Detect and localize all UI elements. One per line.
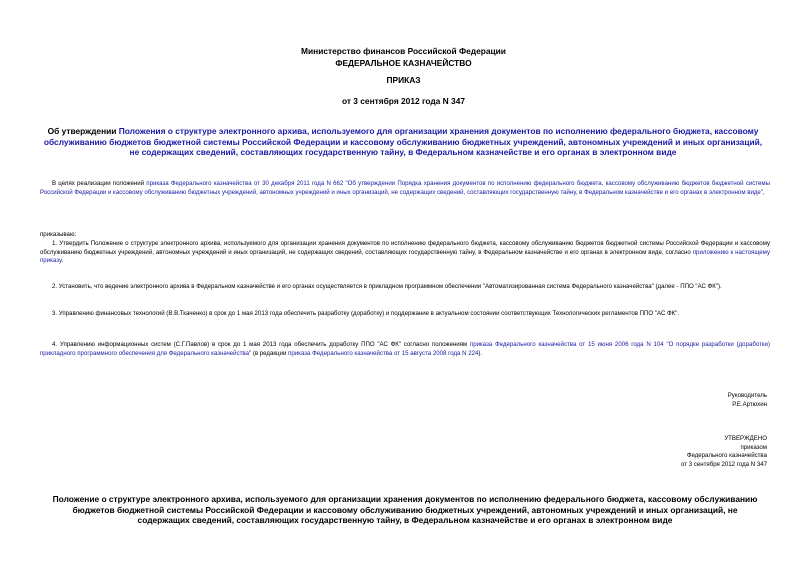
title-prefix: Об утверждении <box>47 126 119 136</box>
order-104-link[interactable]: приказа Федерального казначейства от 15 июня 2006 года N 104 "О порядке разработки (доработки) прикладного программного обеспечения для Федерального казначейства" <box>40 341 770 357</box>
agency-name: ФЕДЕРАЛЬНОЕ КАЗНАЧЕЙСТВО <box>335 58 472 68</box>
title-regulation-link[interactable]: Положения о структуре электронного архива, используемого для организации хранения документов по исполнению федерального бюджета, кассовому обслуживанию бюджетов бюджетной системы Российской Федерации и кассовому обслуживанию бюджетных учреждений, автономных учреждений и иных организаций, не содержащих сведений, составляющих государственную тайну, в Федеральном казначействе и его органах в электронном виде <box>43 126 763 158</box>
preamble-end: , <box>762 188 765 196</box>
preamble-paragraph <box>40 180 770 197</box>
preamble-text: В целях реализации положений <box>52 180 147 187</box>
item-4-mid: (в редакции <box>251 349 289 357</box>
item-1-paragraph <box>40 240 770 266</box>
ministry-name: Министерство финансов Российской Федерации <box>301 46 506 56</box>
item-2-paragraph: 2. Установить, что ведение электронного архива в Федеральном казначействе и его органах осуществляется в прикладном программном обеспечении "Автоматизированная система Федерального казначейства" (далее - ППО "АС ФК"). <box>52 283 722 290</box>
item-4-paragraph <box>40 341 770 358</box>
item-3-paragraph: 3. Управлению финансовых технологий (В.В.Ткаченко) в срок до 1 мая 2013 года обеспечить разработку (доработку) и поддержание в актуальном состоянии соответствующих Технологических регламентов ППО "АС ФК". <box>52 310 680 317</box>
signer-name: Р.Е.Артюхин <box>732 400 767 408</box>
preamble-order-link[interactable]: приказа Федерального казначейства от 30 декабря 2011 года N 662 "Об утверждении Порядка хранения документов по исполнению федерального бюджета, кассовому обслуживанию бюджетов бюджетной системы Российской Федерации и кассовому обслуживанию бюджетных учреждений, автономных учреждений и иных организаций, не содержащих сведений, составляющих государственную тайну, в Федеральном казначействе и его органах в электронном виде" <box>40 180 771 196</box>
item-4-text: 4. Управлению информационных систем (С.Г.Павлов) в срок до 1 мая 2013 года обеспечить доработку ППО "АС ФК" согласно положениям <box>52 341 470 348</box>
approval-line-1: УТВЕРЖДЕНО <box>724 435 767 442</box>
item-1-text: 1. Утвердить Положение о структуре электронного архива, используемого для организации хранения документов по исполнению федерального бюджета, кассовому обслуживанию бюджетов бюджетной системы Российской Федерации и кассовому обслуживанию бюджетных учреждений, автономных учреждений и иных организаций, не содержащих сведений, составляющих государственную тайну, в Федеральном казначействе и его органах в электронном виде, согласно <box>40 240 770 256</box>
document-type: ПРИКАЗ <box>386 75 421 85</box>
document-date: от 3 сентября 2012 года N 347 <box>341 96 466 106</box>
approval-line-2: приказом <box>740 443 767 451</box>
signature-block <box>728 392 767 409</box>
appendix-title: Положение о структуре электронного архива, используемого для организации хранения документов по исполнению федерального бюджета, кассовому обслуживанию бюджетов бюджетной системы Российской Федерации и кассовому обслуживанию бюджетных учреждений, автономных учреждений и иных организаций, не содержащих сведений, составляющих государственную тайну, в Федеральном казначействе и его органах в электронном виде <box>52 494 758 526</box>
appendix-link[interactable]: приложению к настоящему приказу <box>40 248 770 265</box>
order-224-link[interactable]: приказа Федерального казначейства от 15 августа 2008 года N 224 <box>288 349 479 357</box>
approval-block <box>681 435 767 469</box>
signer-role: Руководитель <box>727 392 767 399</box>
item-4-end: ). <box>478 349 483 357</box>
item-1-end: . <box>61 257 64 265</box>
approval-line-4: от 3 сентября 2012 года N 347 <box>680 460 767 468</box>
approval-line-3: Федерального казначейства <box>686 452 767 460</box>
document-title <box>38 126 768 158</box>
order-word: приказываю: <box>40 231 77 238</box>
